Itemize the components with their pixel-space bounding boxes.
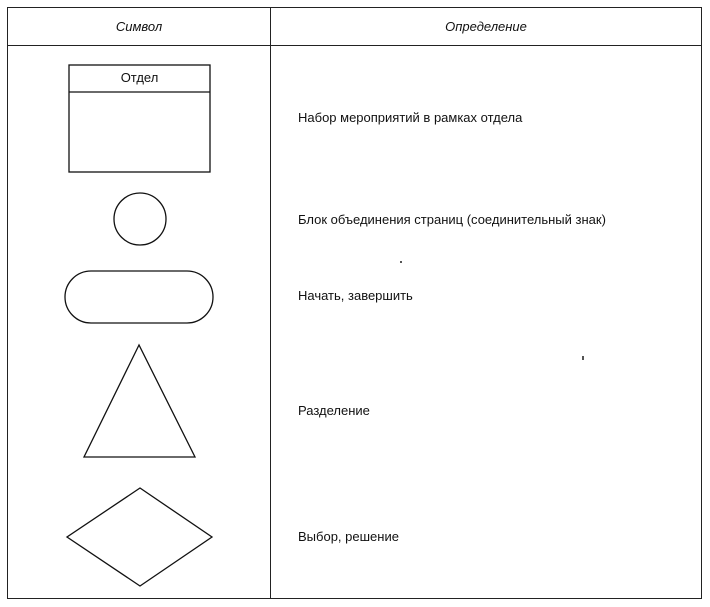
symbols-column [8, 8, 270, 600]
definition-start-end: Начать, завершить [298, 288, 413, 303]
scan-speck [582, 356, 584, 360]
triangle-symbol [84, 345, 195, 457]
scan-speck [400, 261, 402, 263]
definition-decision: Выбор, решение [298, 529, 399, 544]
rounded-rectangle-symbol [65, 271, 213, 323]
department-box-label: Отдел [120, 70, 159, 85]
definition-department: Набор мероприятий в рамках отдела [298, 110, 523, 125]
header-definition: Определение [445, 19, 527, 34]
symbol-definition-table [7, 7, 702, 599]
circle-symbol [114, 193, 166, 245]
diamond-symbol [67, 488, 212, 586]
header-symbol: Символ [115, 19, 163, 34]
column-divider [270, 8, 271, 598]
definition-split: Разделение [298, 403, 370, 418]
definition-connector: Блок объединения страниц (соединительный знак) [298, 212, 606, 227]
